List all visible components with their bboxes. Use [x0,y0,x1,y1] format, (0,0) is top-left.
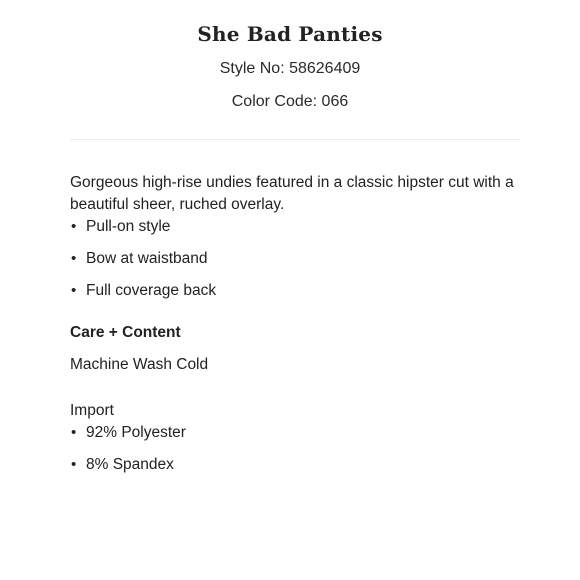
material-text: 92% Polyester [86,424,186,441]
bullet-icon: • [71,282,77,299]
materials-list [70,422,520,476]
bullet-icon: • [71,456,77,473]
product-description-section [70,172,520,476]
list-item [70,422,520,444]
origin-text: Import [70,402,114,419]
product-description: Gorgeous high-rise undies featured in a classic hipster cut with a beautiful sheer, ruched overlay. [70,174,514,213]
list-item [70,216,520,238]
feature-list [70,216,520,302]
bullet-icon: • [71,250,77,267]
list-item [70,248,520,270]
product-title: She Bad Panties [197,22,383,46]
header-divider [70,139,520,140]
product-header [0,0,580,112]
feature-text: Full coverage back [86,282,217,299]
care-content-heading: Care + Content [70,324,181,341]
wash-instructions: Machine Wash Cold [70,356,209,373]
list-item [70,280,520,302]
bullet-icon: • [71,424,77,441]
bullet-icon: • [71,218,77,235]
material-text: 8% Spandex [86,456,174,473]
color-code: Color Code: 066 [231,93,349,110]
feature-text: Pull-on style [86,218,171,235]
style-number: Style No: 58626409 [219,60,361,77]
list-item [70,454,520,476]
feature-text: Bow at waistband [86,250,208,267]
